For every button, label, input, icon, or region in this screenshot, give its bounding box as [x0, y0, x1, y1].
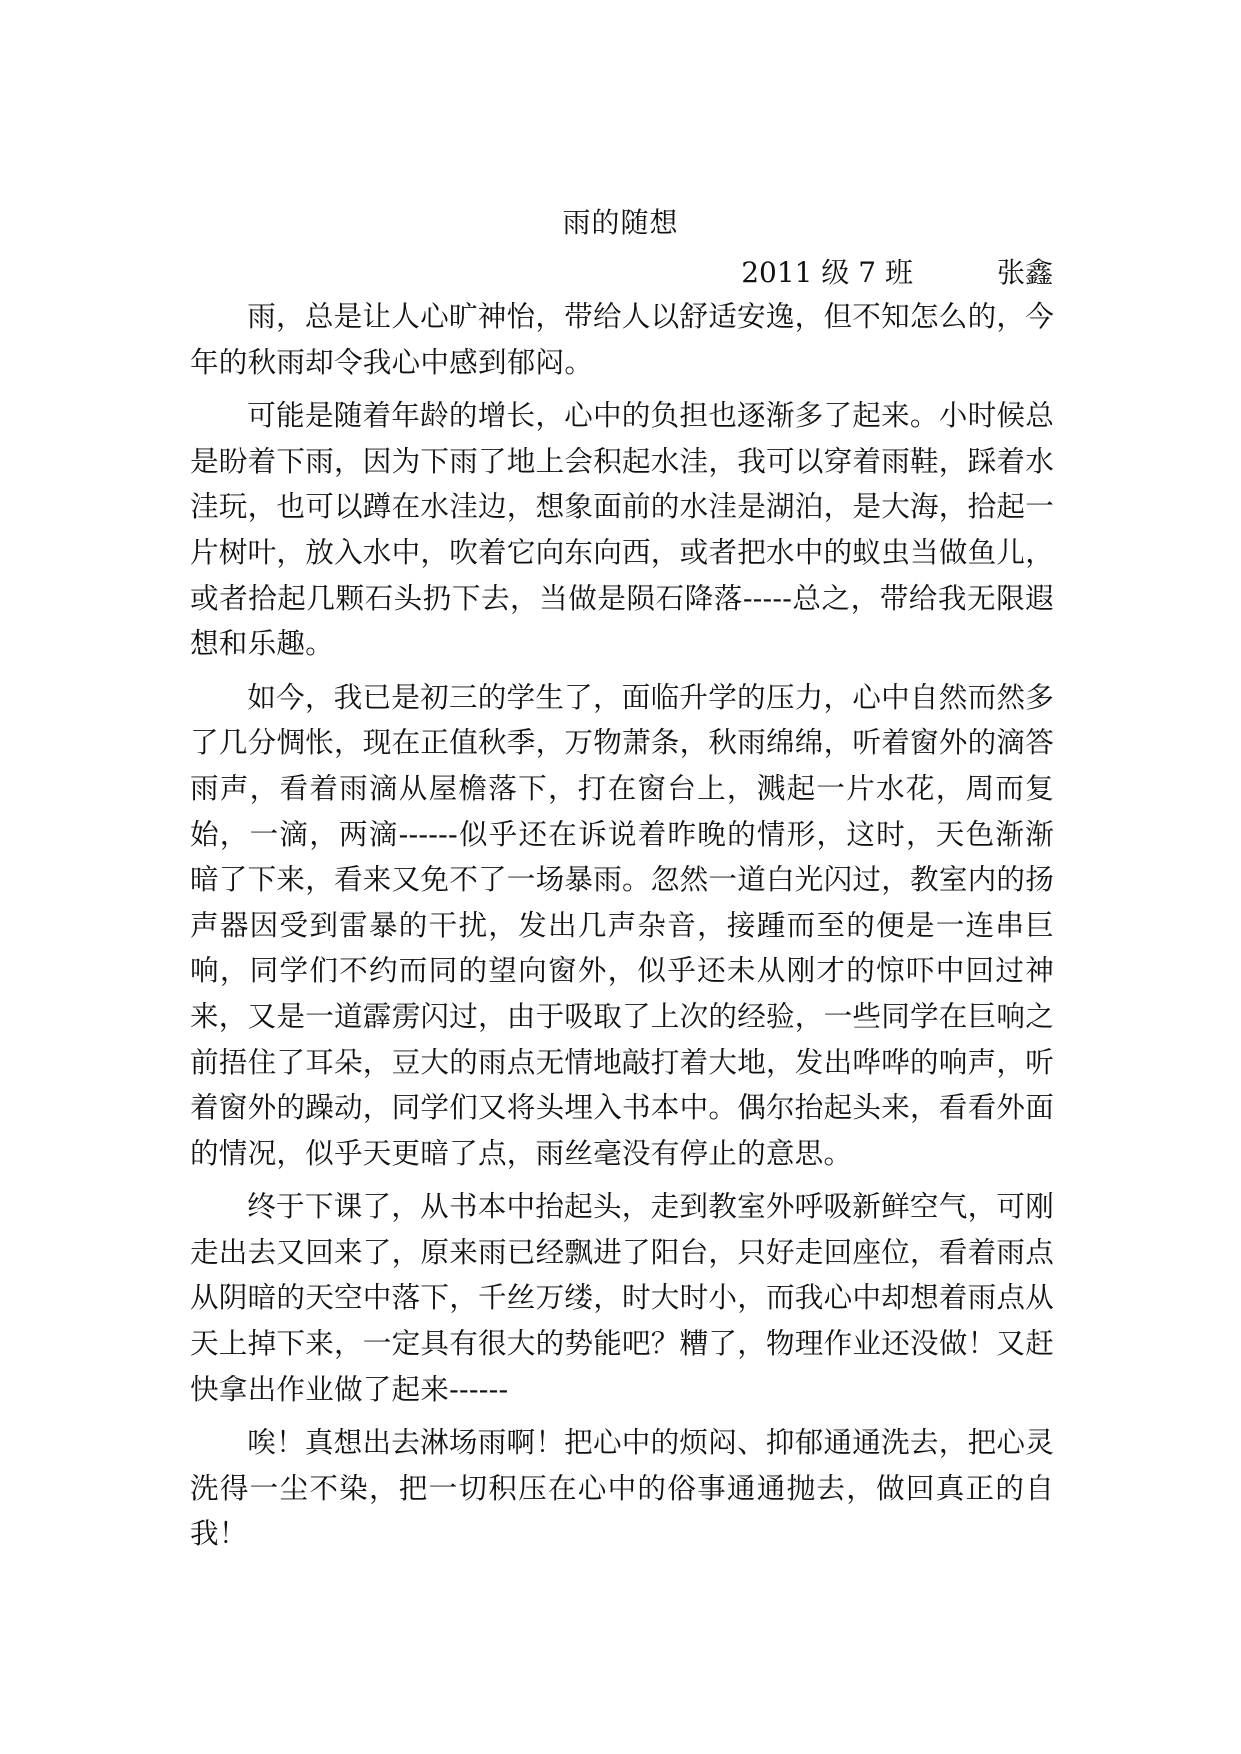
- paragraph: 唉！真想出去淋场雨啊！把心中的烦闷、抑郁通通洗去，把心灵洗得一尘不染，把一切积压在心中的俗事通通抛去，做回真正的自我！: [190, 1425, 1054, 1551]
- paragraph: 终于下课了，从书本中抬起头，走到教室外呼吸新鲜空气，可刚走出去又回来了，原来雨已经飘进了阳台，只好走回座位，看着雨点从阴暗的天空中落下，千丝万缕，时大时小，而我心中却想着雨点从天上掉下来，一定具有很大的势能吧？糟了，物理作业还没做！又赶快拿出作业做了起来------: [190, 1189, 1054, 1406]
- paragraph: 雨，总是让人心旷神怡，带给人以舒适安逸，但不知怎么的，今年的秋雨却令我心中感到郁闷。: [190, 299, 1054, 379]
- paragraph: 如今，我已是初三的学生了，面临升学的压力，心中自然而然多了几分惆怅，现在正值秋季，万物萧条，秋雨绵绵，听着窗外的滴答雨声，看着雨滴从屋檐落下，打在窗台上，溅起一片水花，周而复始，一滴，两滴------似乎还在诉说着昨晚的情形，这时，天色渐渐暗了下来，看来又免不了一场暴雨。忽然一道白光闪过，教室内的扬声器因受到雷暴的干扰，发出几声杂音，接踵而至的便是一连串巨响，同学们不约而同的望向窗外，似乎还未从刚才的惊吓中回过神来，又是一道霹雳闪过，由于吸取了上次的经验，一些同学在巨响之前捂住了耳朵，豆大的雨点无情地敲打着大地，发出哗哗的响声，听着窗外的躁动，同学们又将头埋入书本中。偶尔抬起头来，看看外面的情况，似乎天更暗了点，雨丝毫没有停止的意思。: [190, 679, 1054, 1170]
- byline: [741, 253, 1053, 293]
- class-label: 2011 级 7 班: [741, 256, 913, 289]
- essay-body: [190, 294, 1054, 1565]
- essay-title: 雨的随想: [562, 206, 679, 239]
- author-name: 张鑫: [996, 256, 1053, 289]
- paragraph: 可能是随着年龄的增长，心中的负担也逐渐多了起来。小时候总是盼着下雨，因为下雨了地上会积起水洼，我可以穿着雨鞋，踩着水洼玩，也可以蹲在水洼边，想象面前的水洼是湖泊，是大海，拾起一片树叶，放入水中，吹着它向东向西，或者把水中的蚁虫当做鱼儿，或者拾起几颗石头扔下去，当做是陨石降落-----总之，带给我无限遐想和乐趣。: [190, 398, 1054, 661]
